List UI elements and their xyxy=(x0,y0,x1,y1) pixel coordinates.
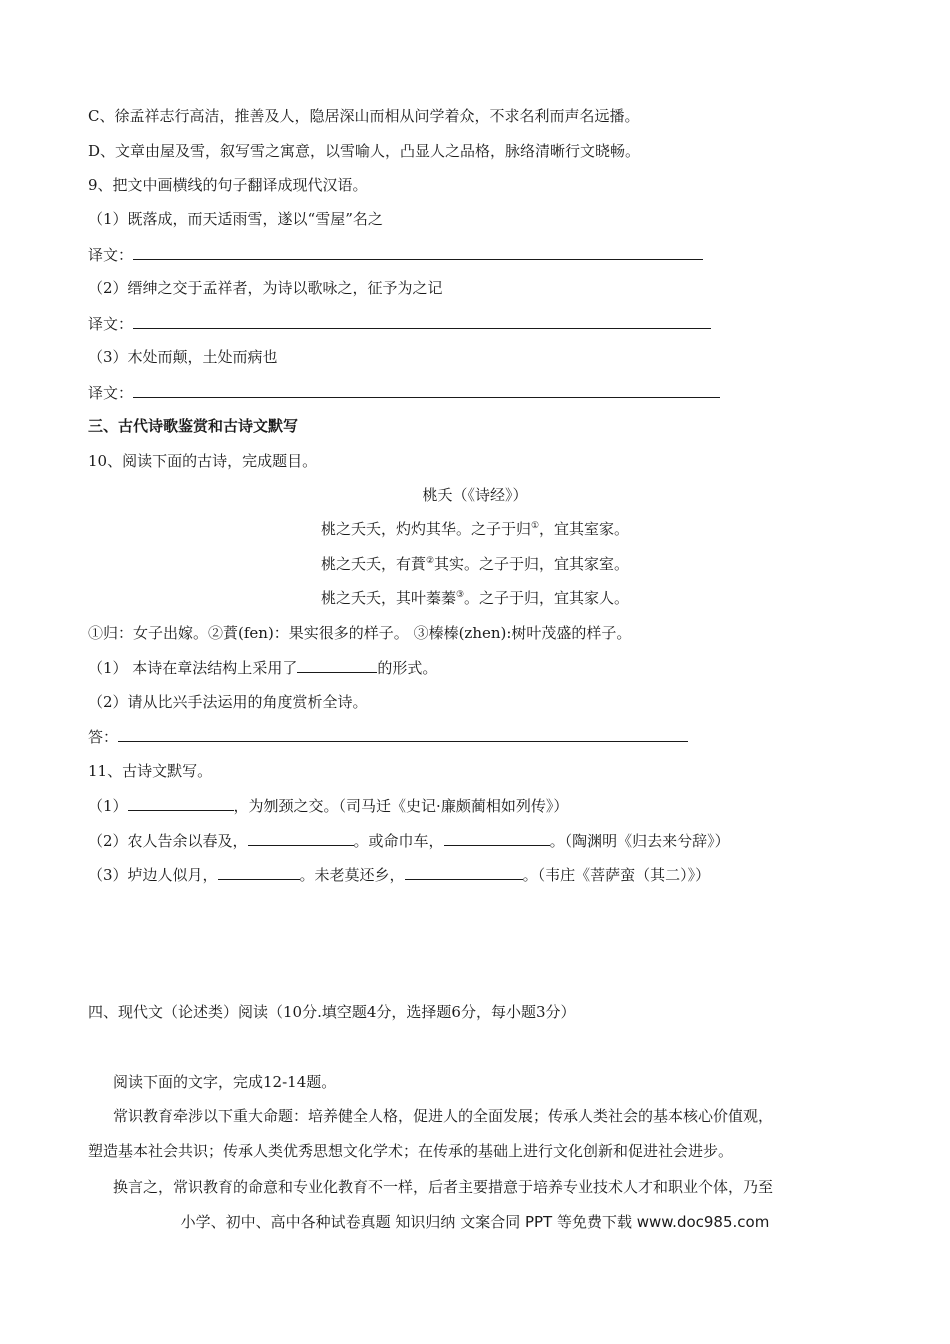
fill-blank[interactable] xyxy=(444,830,550,846)
q10-sub-2: （2）请从比兴手法运用的角度赏析全诗。 xyxy=(88,693,368,711)
poem-notes: ①归：女子出嫁。②蕡(fen)：果实很多的样子。 ③榛榛(zhen):树叶茂盛的样子。 xyxy=(88,624,632,642)
q9-item-1: （1）既落成，而天适雨雪，遂以“雪屋”名之 xyxy=(88,210,383,228)
passage-p2-line1: 换言之，常识教育的命意和专业化教育不一样，后者主要措意于培养专业技术人才和职业个体，乃至 xyxy=(113,1178,774,1196)
section4-title: 四、现代文（论述类）阅读（10分.填空题4分，选择题6分，每小题3分） xyxy=(88,1003,576,1021)
q10-title: 10、阅读下面的古诗，完成题目。 xyxy=(88,452,318,470)
answer-line[interactable] xyxy=(133,244,703,260)
fill-blank[interactable] xyxy=(218,864,300,880)
poem-line-2: 桃之夭夭，有蕡②其实。之子于归，宜其家室。 xyxy=(320,555,630,573)
q9-answer-1 xyxy=(88,244,703,265)
passage-p1-line1: 常识教育牵涉以下重大命题：培养健全人格，促进人的全面发展；传承人类社会的基本核心价值观， xyxy=(113,1107,774,1125)
q11-item-1: （1） ，为刎颈之交。（司马迁《史记·廉颇蔺相如列传》） xyxy=(88,797,569,815)
fill-blank[interactable] xyxy=(405,864,523,880)
answer-line[interactable] xyxy=(133,313,711,329)
q10-answer xyxy=(88,726,688,747)
fill-blank[interactable] xyxy=(128,795,234,811)
q11-item-3: （3）垆边人似月， 。未老莫还乡， 。（韦庄《菩萨蛮（其二）》） xyxy=(88,866,711,884)
answer-line[interactable] xyxy=(118,726,688,742)
passage-p1-line2: 塑造基本社会共识；传承人类优秀思想文化学术；在传承的基础上进行文化创新和促进社会进步。 xyxy=(88,1142,734,1160)
answer-line[interactable] xyxy=(133,382,720,398)
q11-item-2: （2）农人告余以春及， 。或命巾车， 。（陶渊明《归去来兮辞》） xyxy=(88,832,730,850)
answer-label: 译文： xyxy=(88,384,134,402)
answer-label: 译文： xyxy=(88,246,134,264)
q9-answer-2 xyxy=(88,313,711,334)
fill-blank[interactable] xyxy=(248,830,354,846)
poem-line-3: 桃之夭夭，其叶蓁蓁③。之子于归，宜其家人。 xyxy=(320,589,630,607)
option-d: D、文章由屋及雪，叙写雪之寓意，以雪喻人，凸显人之品格，脉络清晰行文晓畅。 xyxy=(88,142,641,160)
page-footer[interactable]: 小学、初中、高中各种试卷真题 知识归纳 文案合同 PPT 等免费下载 www.doc985.com xyxy=(180,1213,770,1231)
answer-label: 译文： xyxy=(88,315,134,333)
option-c: C、徐孟祥志行高洁，推善及人，隐居深山而相从问学着众，不求名利而声名远播。 xyxy=(88,107,640,125)
section3-title: 三、古代诗歌鉴赏和古诗文默写 xyxy=(88,417,299,435)
q9-item-2: （2）缙绅之交于孟祥者，为诗以歌咏之，征予为之记 xyxy=(88,279,443,297)
q11-title: 11、古诗文默写。 xyxy=(88,762,213,780)
q9-item-3: （3）木处而颠，土处而病也 xyxy=(88,348,278,366)
poem-line-1: 桃之夭夭，灼灼其华。之子于归①，宜其室家。 xyxy=(320,520,630,538)
q10-sub-1: （1） 本诗在章法结构上采用了 的形式。 xyxy=(88,659,438,677)
q9-answer-3 xyxy=(88,382,720,403)
answer-label: 答： xyxy=(88,728,119,746)
q9-title: 9、把文中画横线的句子翻译成现代汉语。 xyxy=(88,176,368,194)
fill-blank[interactable] xyxy=(297,657,377,673)
poem-title: 桃夭（《诗经》） xyxy=(422,486,528,504)
passage-intro: 阅读下面的文字，完成12-14题。 xyxy=(113,1073,337,1091)
